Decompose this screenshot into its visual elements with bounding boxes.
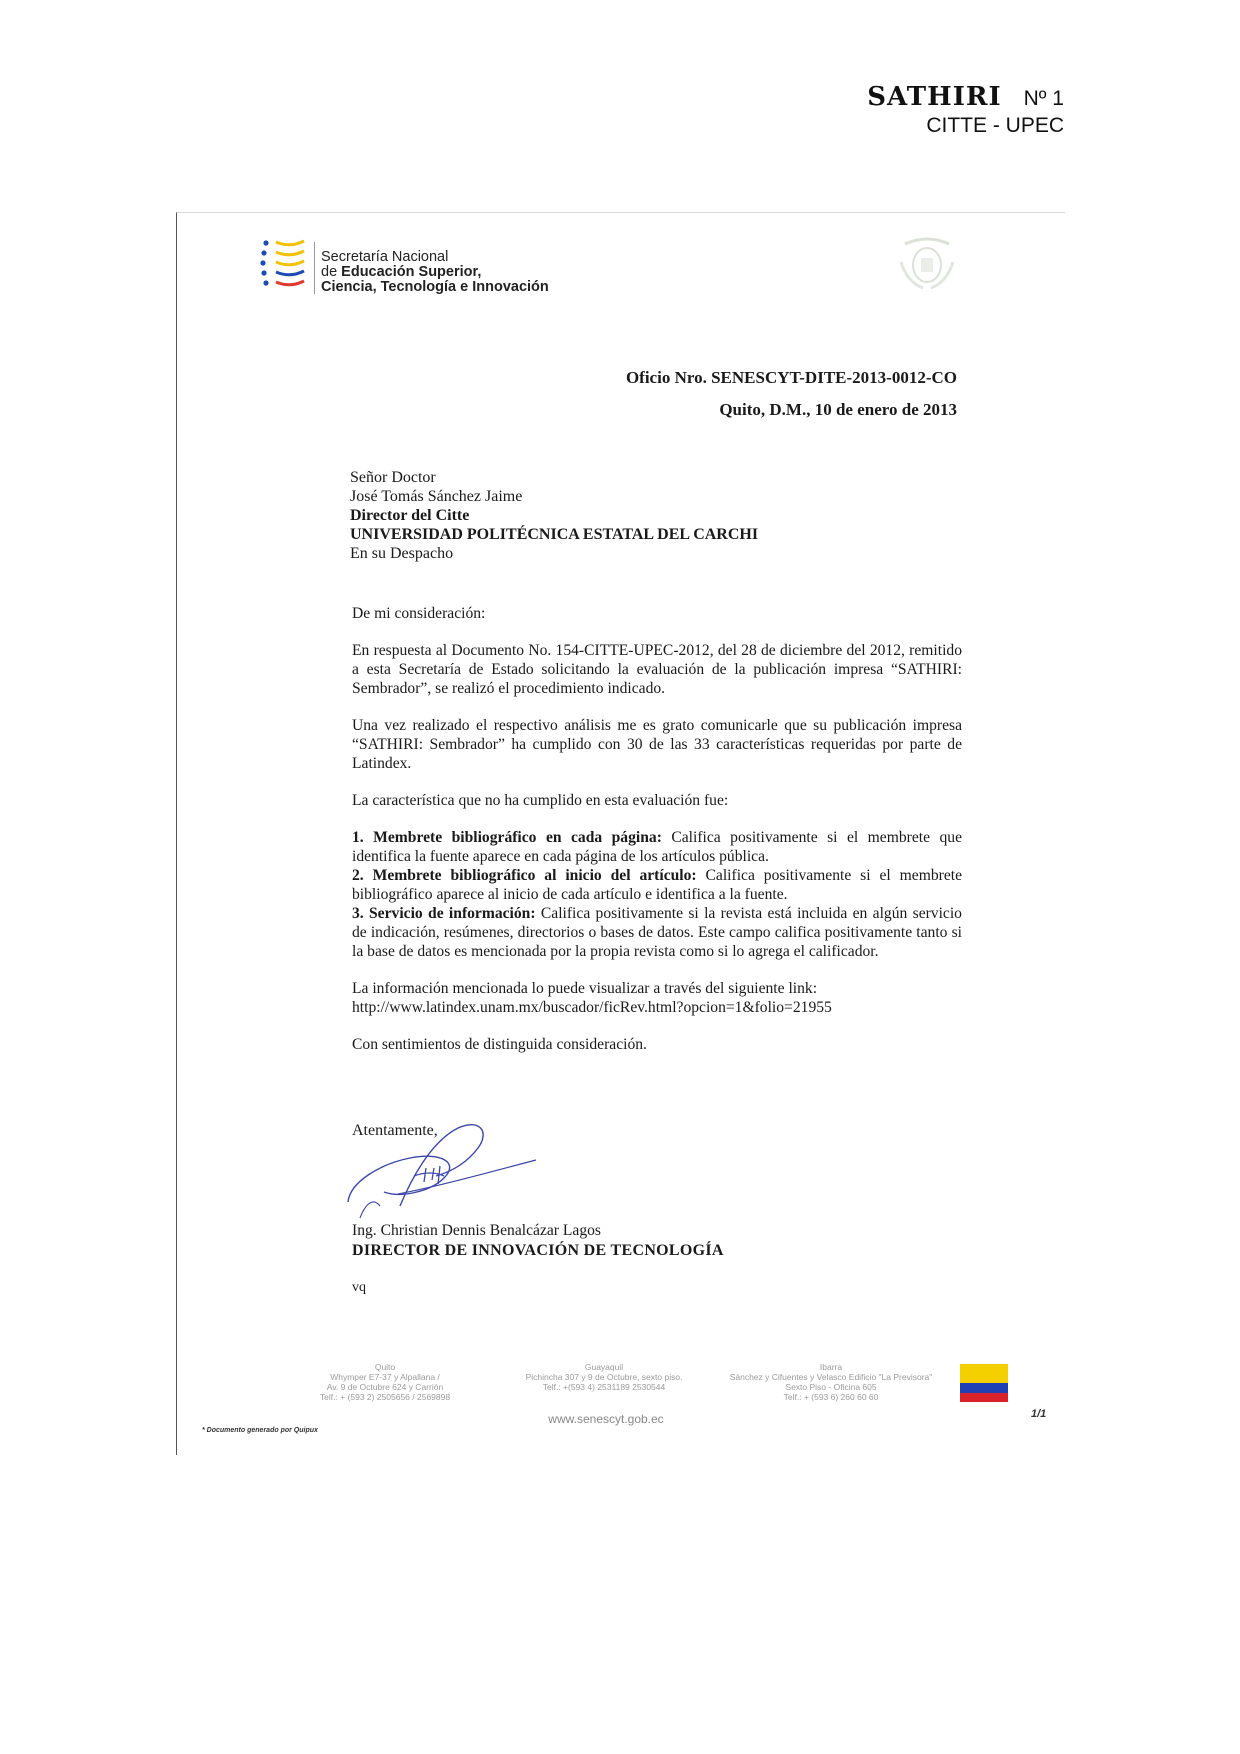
- senescyt-logo: [260, 238, 549, 296]
- paragraph-3: La característica que no ha cumplido en esta evaluación fue:: [352, 792, 729, 809]
- ecuador-flag-icon: [960, 1364, 1008, 1402]
- paragraph-1: En respuesta al Documento No. 154-CITTE-UPEC-2012, del 28 de diciembre del 2012, remitido a esta Secretaría de Estado solicitando la evaluación de la publicación impresa “SATHIRI: Sembrador”, se realizó el procedimiento indicado.: [352, 642, 962, 697]
- criteria-list: [352, 828, 962, 961]
- typist-initials: vq: [352, 1280, 366, 1295]
- footer-guayaquil-address: Guayaquil Pichincha 307 y 9 de Octubre, sexto piso. Telf.: +(593 4) 2531189 2530544: [525, 1362, 683, 1392]
- quipux-note: * Documento generado por Quipux: [202, 1427, 318, 1434]
- document-reference: Oficio Nro. SENESCYT-DITE-2013-0012-CO: [625, 368, 957, 387]
- recipient-location: En su Despacho: [350, 545, 454, 562]
- handwritten-signature-icon: [340, 1102, 540, 1232]
- letter-body: [352, 604, 962, 1072]
- latindex-link[interactable]: http://www.latindex.unam.mx/buscador/ficRev.html?opcion=1&folio=21955: [352, 999, 832, 1016]
- organization-line: CITTE - UPEC: [926, 114, 1064, 137]
- criteria-item: 2. Membrete bibliográfico al inicio del artículo: Califica positivamente si el membrete bibliográfico aparece al inicio de cada artículo e identifica a la fuente.: [352, 867, 962, 903]
- logo-text: [321, 238, 549, 295]
- document-date: Quito, D.M., 10 de enero de 2013: [719, 400, 957, 419]
- page-number: 1/1: [1031, 1408, 1047, 1420]
- senescyt-emblem-icon: [260, 238, 310, 296]
- issue-number: Nº 1: [1023, 87, 1064, 110]
- page-header: [867, 82, 1064, 138]
- greeting: De mi consideración:: [352, 605, 486, 622]
- recipient-address: [350, 468, 758, 563]
- paragraph-4: La información mencionada lo puede visualizar a través del siguiente link: http://www.latindex.unam.mx/buscador/ficRev.html?opcion=1&folio=21955: [352, 980, 832, 1016]
- website-link[interactable]: www.senescyt.gob.ec: [548, 1412, 664, 1426]
- paragraph-2: Una vez realizado el respectivo análisis me es grato comunicarle que su publicación impresa “SATHIRI: Sembrador” ha cumplido con 30 de las 33 características requeridas por parte de Latindex.: [352, 717, 962, 772]
- signer-title: DIRECTOR DE INNOVACIÓN DE TECNOLOGÍA: [352, 1242, 724, 1259]
- signer-name: Ing. Christian Dennis Benalcázar Lagos: [352, 1222, 601, 1239]
- paragraph-5: Con sentimientos de distinguida consideración.: [352, 1036, 647, 1053]
- criteria-item: 3. Servicio de información: Califica positivamente si la revista está incluida en algún servicio de indicación, resúmenes, directorios o bases de datos. Este campo califica positivamente tanto si la base de datos es mencionada por la propia revista como si lo agrega el calificador.: [352, 905, 962, 960]
- recipient-institution: UNIVERSIDAD POLITÉCNICA ESTATAL DEL CARCHI: [350, 526, 759, 543]
- footer-ibarra-address: Ibarra Sánchez y Cifuentes y Velasco Edificio "La Previsora" Sexto Piso - Oficina 605 Telf.: + (593 6) 260 60 60: [729, 1362, 933, 1402]
- logo-line-3: Ciencia, Tecnología e Innovación: [321, 279, 549, 295]
- recipient-name: José Tomás Sánchez Jaime: [350, 488, 523, 505]
- footer-quito-address: Quito Whymper E7-37 y Alpallana / Av. 9 de Octubre 624 y Carrión Telf.: + (593 2) 2505656 / 2569898: [319, 1362, 451, 1402]
- closing: Atentamente,: [352, 1122, 438, 1139]
- logo-separator: [314, 242, 315, 294]
- logo-line-2: de Educación Superior,: [321, 264, 482, 280]
- criteria-item: 1. Membrete bibliográfico en cada página: Califica positivamente si el membrete que identifica la fuente aparece en cada página de los artículos pública.: [352, 829, 962, 865]
- recipient-salutation-title: Señor Doctor: [350, 469, 436, 486]
- logo-line-1: Secretaría Nacional: [321, 249, 449, 265]
- coat-of-arms-seal-icon: [895, 232, 959, 294]
- journal-name: SATHIRI: [867, 82, 1002, 112]
- recipient-position: Director del Citte: [350, 507, 470, 524]
